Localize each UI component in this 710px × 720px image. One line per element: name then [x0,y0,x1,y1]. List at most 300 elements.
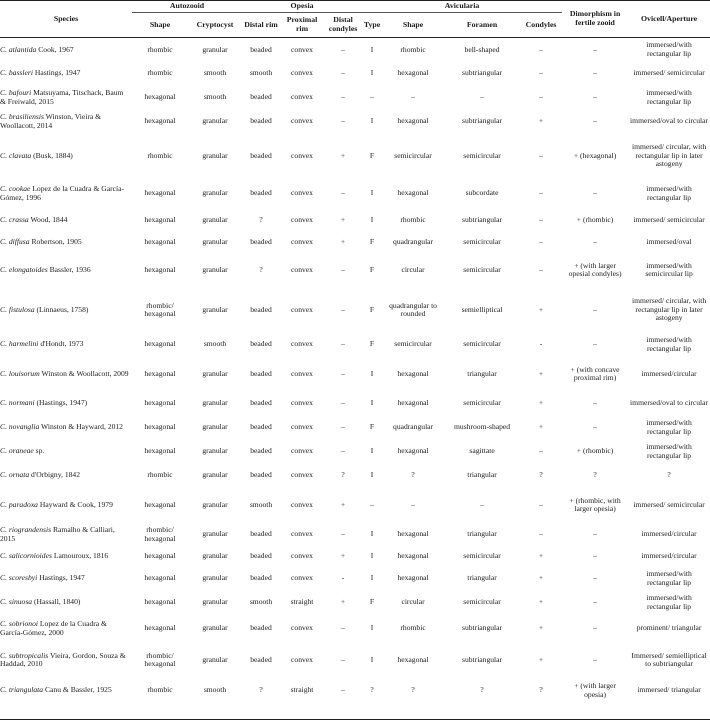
proximal-rim-cell: convex [291,92,313,102]
dimorphism-cell: – [593,398,597,408]
table-row [0,416,710,440]
proximal-rim-cell: convex [291,215,313,225]
avicularia-type-cell: I [370,68,374,78]
table-row [0,38,710,62]
species-genus: C. [0,597,7,607]
avicularia-type-cell: I [370,623,374,633]
condyles-cell: + [538,304,544,314]
autozooid-shape-cell: rhombic [147,685,173,695]
proximal-rim-cell: convex [291,398,313,408]
distal-rim-cell: beaded [250,551,272,561]
avicularia-shape-cell: circular [401,264,425,274]
cryptocyst-cell: granular [202,44,228,54]
avicularia-type-cell: I [370,446,374,456]
avicularia-shape-cell: hexagonal [397,446,429,456]
distal-condyles-cell: – [341,685,345,695]
autozooid-shape-cell: rhombic/ hexagonal [144,650,176,668]
species-cell [0,357,132,392]
species-authority: Vieira, Gordon, Souza & Haddad, 2010 [0,650,126,668]
avicularia-shape-cell: quadrangular [393,237,434,247]
autozooid-shape-cell: rhombic [147,68,173,78]
condyles-cell: – [539,499,543,509]
distal-condyles-cell: – [341,92,345,102]
species-epithet: subtropicalis [8,650,49,660]
proximal-rim-cell: convex [291,150,313,160]
cryptocyst-cell: granular [202,304,228,314]
table-row [0,567,710,591]
species-cell [0,643,132,678]
distal-condyles-header: Distal condyles [324,13,362,38]
species-genus: C. [0,446,7,456]
ovicell-cell: immersed/with rectangular lip [646,184,692,202]
ovicell-cell: immersed/ semicircular [633,215,705,225]
distal-rim-cell: beaded [250,188,272,198]
avicularia-type-cell: – [370,499,374,509]
distal-condyles-cell: + [340,237,346,247]
species-epithet: elongatoides [8,264,48,274]
ovicell-cell: immersed/ triangular [637,685,701,695]
ovicell-cell: immersed/ circular, with rectangular lip in later astogeny [631,142,707,169]
condyles-cell: ? [539,685,543,695]
species-authority: Matsuyama, Titschack, Baum & Freiwald, 2015 [0,88,124,106]
dimorphism-cell: + (rhombic, with larger opesia) [569,495,621,513]
avicularia-shape-cell: ? [411,685,415,695]
foramen-header: Foramen [444,13,520,38]
avicularia-shape-cell: hexagonal [397,551,429,561]
proximal-rim-cell: convex [291,368,313,378]
proximal-rim-cell: convex [291,446,313,456]
foramen-cell: subtriangular [462,654,503,664]
avicularia-type-cell: I [370,529,374,539]
species-epithet: brasiliensis [8,112,44,121]
distal-condyles-cell: – [341,654,345,664]
species-cell [0,392,132,416]
distal-rim-cell: ? [259,215,263,225]
foramen-cell: triangular [467,470,497,480]
species-cell [0,134,132,179]
species-authority: Winston & Woollacott, 2009 [41,368,129,378]
species-genus: C. [0,339,7,349]
ovicell-cell: immersed/with rectangular lip [646,88,692,106]
foramen-cell: subtriangular [462,623,503,633]
autozooid-shape-cell: hexagonal [144,597,176,607]
species-epithet: fistulosa [8,304,35,314]
avicularia-type-cell: F [369,237,375,247]
dimorphism-cell: ? [593,470,597,480]
dimorphism-cell: – [593,529,597,539]
avicularia-shape-cell: – [411,92,415,102]
proximal-rim-cell: convex [291,264,313,274]
autozooid-shape-cell: hexagonal [144,446,176,456]
proximal-rim-cell: convex [291,623,313,633]
foramen-cell: – [480,92,484,102]
condyles-cell: – [539,68,543,78]
dimorphism-cell: – [593,573,597,583]
proximal-rim-cell: convex [291,68,313,78]
condyles-cell: + [538,116,544,126]
foramen-cell: triangular [467,573,497,583]
species-epithet: bassleri [8,68,33,78]
distal-rim-cell: beaded [250,339,272,349]
species-authority: Canu & Bassler, 1925 [44,685,112,695]
species-cell [0,416,132,440]
species-authority: Cook, 1967 [38,44,74,54]
species-epithet: scoresbyi [8,573,38,583]
proximal-rim-cell: convex [291,551,313,561]
avicularia-shape-cell: hexagonal [397,398,429,408]
distal-rim-cell: beaded [250,398,272,408]
distal-condyles-cell: – [341,264,345,274]
ovicell-cell: immersed/ circular, with rectangular lip in later astogeny [631,296,707,323]
avicularia-type-cell: F [369,264,375,274]
condyles-cell: + [538,597,544,607]
species-cell [0,567,132,591]
species-authority: (Busk, 1884) [33,150,73,160]
avicularia-shape-cell: hexagonal [397,68,429,78]
condyles-cell: – [539,215,543,225]
distal-rim-cell: beaded [250,446,272,456]
avicularia-shape-cell: semicircular [394,150,432,160]
dimorphism-cell: – [593,551,597,561]
table-row [0,392,710,416]
avicularia-type-cell: F [369,304,375,314]
distal-condyles-cell: – [341,398,345,408]
avicularia-shape-cell: hexagonal [397,529,429,539]
avicularia-shape-cell: circular [401,597,425,607]
distal-condyles-cell: + [340,150,346,160]
autozooid-shape-cell: hexagonal [144,339,176,349]
distal-condyles-cell: + [340,551,346,561]
cryptocyst-cell: granular [202,654,228,664]
condyles-cell: – [539,92,543,102]
species-genus: C. [0,44,7,54]
distal-condyles-cell: – [341,339,345,349]
species-authority: (Linnaeus, 1758) [36,304,89,314]
autozooid-shape-cell: hexagonal [144,623,176,633]
ovicell-cell: immersed/oval to circular [630,398,709,408]
species-epithet: diffusa [8,237,30,247]
autozooid-shape-cell: hexagonal [144,422,176,432]
species-epithet: triangulata [8,685,44,695]
species-genus: C. [0,685,7,695]
avicularia-type-cell: I [370,398,374,408]
species-cell [0,179,132,209]
cryptocyst-cell: smooth [203,685,227,695]
autozooid-shape-cell: rhombic/ hexagonal [144,525,176,543]
foramen-cell: semicircular [463,264,501,274]
distal-condyles-cell: ? [341,470,345,480]
species-epithet: ornata [8,470,30,480]
distal-rim-cell: ? [259,264,263,274]
condyles-header: Condyles [520,13,562,38]
avicularia-shape-cell: semicircular [394,339,432,349]
dimorphism-cell: – [593,422,597,432]
species-epithet: riograndensis [8,525,52,534]
table-row [0,134,710,179]
table-row [0,288,710,333]
autozooid-shape-cell: hexagonal [144,368,176,378]
autozooid-header: Autozooid [132,1,242,13]
species-cell [0,591,132,615]
cryptocyst-cell: granular [202,368,228,378]
foramen-cell: semicircular [463,597,501,607]
distal-condyles-cell: – [341,368,345,378]
foramen-cell: bell-shaped [464,44,500,54]
table-row [0,86,710,110]
table-row [0,440,710,464]
condyles-cell: + [538,654,544,664]
proximal-rim-cell: convex [291,573,313,583]
table-row [0,464,710,488]
species-authority: Hastings, 1947 [34,68,81,78]
autozooid-shape-cell: hexagonal [144,116,176,126]
species-epithet: clavata [8,150,32,160]
proximal-rim-cell: convex [291,422,313,432]
dimorphism-cell: + (rhombic) [576,446,614,456]
ovicell-cell: immersed/with rectangular lip [646,593,692,611]
ovicell-cell: Immersed/ semielliptical to subtriangular [631,650,707,668]
species-genus: C. [0,264,7,274]
opesia-header: Opesia [242,1,362,13]
species-authority: Hastings, 1947 [39,573,85,583]
cryptocyst-cell: granular [202,150,228,160]
avicularia-shape-cell: quadrangular [393,422,434,432]
ovicell-cell: immersed/with rectangular lip [646,40,692,58]
species-cell [0,523,132,547]
distal-condyles-cell: – [341,422,345,432]
cryptocyst-cell: granular [202,398,228,408]
species-cell [0,333,132,357]
dimorphism-cell: – [593,623,597,633]
species-epithet: paradoxa [8,499,38,509]
species-cell [0,253,132,288]
species-genus: C. [0,470,7,480]
ovicell-cell: immersed/circular [641,551,697,561]
proximal-rim-cell: convex [291,529,313,539]
species-epithet: atlantida [8,44,37,54]
ovicell-cell: immersed/circular [641,368,697,378]
table-row [0,209,710,233]
foramen-cell: subtriangular [462,215,503,225]
avicularia-type-header: Type [362,13,382,38]
dimorphism-cell: – [593,44,597,54]
foramen-cell: semicircular [463,237,501,247]
species-genus: C. [0,237,7,247]
species-authority: d'Orbigny, 1842 [31,470,81,480]
avicularia-shape-cell: hexagonal [397,654,429,664]
distal-condyles-cell: – [341,44,345,54]
ovicell-cell: immersed/with semicircular lip [645,260,693,278]
dimorphism-cell: – [593,597,597,607]
species-genus: C. [0,499,7,509]
species-authority: Lopez de la Cuadra & García-Gómez, 2000 [0,619,107,637]
species-cell [0,38,132,62]
distal-rim-cell: beaded [250,422,272,432]
ovicell-cell: immersed/with rectangular lip [646,418,692,436]
avicularia-shape-cell: hexagonal [397,188,429,198]
species-cell [0,288,132,333]
dimorphism-cell: + (with larger opesial condyles) [568,260,622,278]
condyles-cell: + [538,623,544,633]
foramen-cell: ? [480,685,484,695]
distal-rim-cell: beaded [250,470,272,480]
species-authority: Robertson, 1905 [31,237,82,247]
species-authority: Ramalho & Calliari, 2015 [0,525,115,543]
autozooid-shape-cell: rhombic [147,150,173,160]
cryptocyst-cell: granular [202,597,228,607]
species-authority: d'Hondt, 1973 [40,339,84,349]
species-genus: C. [0,112,7,121]
avicularia-shape-cell: rhombic [400,44,426,54]
species-epithet: bafouri [8,88,32,97]
ovicell-cell: immersed/circular [641,529,697,539]
ovicell-cell: immersed/oval [646,237,692,247]
avicularia-type-cell: I [370,368,374,378]
distal-rim-cell: beaded [250,92,272,102]
proximal-rim-cell: convex [291,339,313,349]
species-cell [0,678,132,704]
avicularia-shape-header: Shape [382,13,444,38]
cryptocyst-cell: smooth [203,339,227,349]
species-cell [0,110,132,134]
avicularia-shape-cell: rhombic [400,623,426,633]
species-genus: C. [0,88,7,97]
autozooid-shape-cell: hexagonal [144,398,176,408]
table-row [0,253,710,288]
avicularia-type-cell: I [370,551,374,561]
dimorphism-cell: – [593,116,597,126]
autozooid-shape-cell: hexagonal [144,237,176,247]
avicularia-type-cell: I [370,116,374,126]
species-authority: Lopez de la Cuadra & García-Gómez, 1996 [0,184,125,202]
cryptocyst-cell: smooth [203,92,227,102]
species-genus: C. [0,551,7,561]
condyles-cell: – [539,237,543,247]
species-epithet: harmelini [8,339,39,349]
proximal-rim-cell: straight [290,597,314,607]
species-epithet: normani [8,398,35,408]
dimorphism-cell: – [593,68,597,78]
species-genus: C. [0,573,7,583]
foramen-cell: semicircular [463,150,501,160]
species-authority: Winston & Hayward, 2012 [41,422,123,432]
distal-rim-cell: beaded [250,623,272,633]
species-authority: Winston, Vieira & Woollacott, 2014 [0,112,102,130]
dimorphism-cell: – [593,237,597,247]
species-genus: C. [0,304,7,314]
ovicell-cell: immersed/with rectangular lip [646,335,692,353]
cryptocyst-cell: granular [202,470,228,480]
proximal-rim-cell: convex [291,304,313,314]
condyles-cell: + [538,422,544,432]
cryptocyst-cell: smooth [203,68,227,78]
condyles-cell: – [539,44,543,54]
species-epithet: louisorum [8,368,40,378]
table-row [0,547,710,567]
table-row [0,110,710,134]
autozooid-shape-cell: hexagonal [144,573,176,583]
avicularia-type-cell: F [369,339,375,349]
species-epithet: oraneae [8,446,34,456]
table-row [0,179,710,209]
cryptocyst-cell: granular [202,237,228,247]
species-cell [0,615,132,643]
avicularia-type-cell: F [369,422,375,432]
table-row [0,591,710,615]
distal-condyles-cell: + [340,597,346,607]
cryptocyst-header: Cryptocyst [188,13,242,38]
avicularia-shape-cell: ? [411,470,415,480]
species-authority: (Hassall, 1840) [34,597,81,607]
proximal-rim-cell: convex [291,499,313,509]
distal-rim-cell: beaded [250,237,272,247]
autozooid-shape-cell: hexagonal [144,499,176,509]
autozooid-shape-header: Shape [132,13,188,38]
distal-rim-cell: beaded [250,654,272,664]
autozooid-shape-cell: hexagonal [144,188,176,198]
avicularia-header: Avicularia [362,1,562,13]
foramen-cell: subtriangular [462,68,503,78]
avicularia-type-cell: F [369,150,375,160]
foramen-cell: subtriangular [462,116,503,126]
condyles-cell: + [538,398,544,408]
species-authority: (Hastings, 1947) [36,398,88,408]
avicularia-type-cell: I [370,654,374,664]
condyles-cell: - [539,339,543,349]
foramen-cell: mushroom-shaped [453,422,511,432]
species-cell [0,547,132,567]
ovicell-cell: immersed/with rectangular lip [646,569,692,587]
autozooid-shape-cell: hexagonal [144,215,176,225]
species-epithet: cookae [8,184,31,193]
table-row [0,523,710,547]
autozooid-shape-cell: hexagonal [144,92,176,102]
distal-condyles-cell: – [341,68,345,78]
species-genus: C. [0,184,7,193]
species-cell [0,62,132,86]
avicularia-type-cell: I [370,188,374,198]
ovicell-cell: immersed/ semicircular [633,499,705,509]
avicularia-type-cell: ? [370,685,374,695]
condyles-cell: ? [539,470,543,480]
species-authority: Wood, 1844 [30,215,68,225]
dimorphism-cell: + (rhombic) [576,215,614,225]
avicularia-shape-cell: quadrangular to rounded [389,300,437,318]
table-row [0,357,710,392]
species-authority: Bassler, 1936 [49,264,91,274]
species-genus: C. [0,525,7,534]
dimorphism-cell: – [593,304,597,314]
distal-rim-cell: smooth [249,597,273,607]
proximal-rim-cell: convex [291,44,313,54]
foramen-cell: triangular [467,529,497,539]
species-epithet: novanglia [8,422,40,432]
avicularia-shape-cell: hexagonal [397,573,429,583]
avicularia-type-cell: I [370,215,374,225]
autozooid-shape-cell: rhombic [147,44,173,54]
proximal-rim-cell: convex [291,116,313,126]
autozooid-shape-cell: hexagonal [144,551,176,561]
cryptocyst-cell: granular [202,264,228,274]
dimorphism-cell: – [593,339,597,349]
avicularia-type-cell: I [370,44,374,54]
distal-rim-cell: beaded [250,44,272,54]
avicularia-shape-cell: hexagonal [397,116,429,126]
distal-rim-cell: beaded [250,150,272,160]
species-authority: Hayward & Cook, 1979 [39,499,113,509]
distal-rim-cell: beaded [250,304,272,314]
distal-condyles-cell: – [341,529,345,539]
